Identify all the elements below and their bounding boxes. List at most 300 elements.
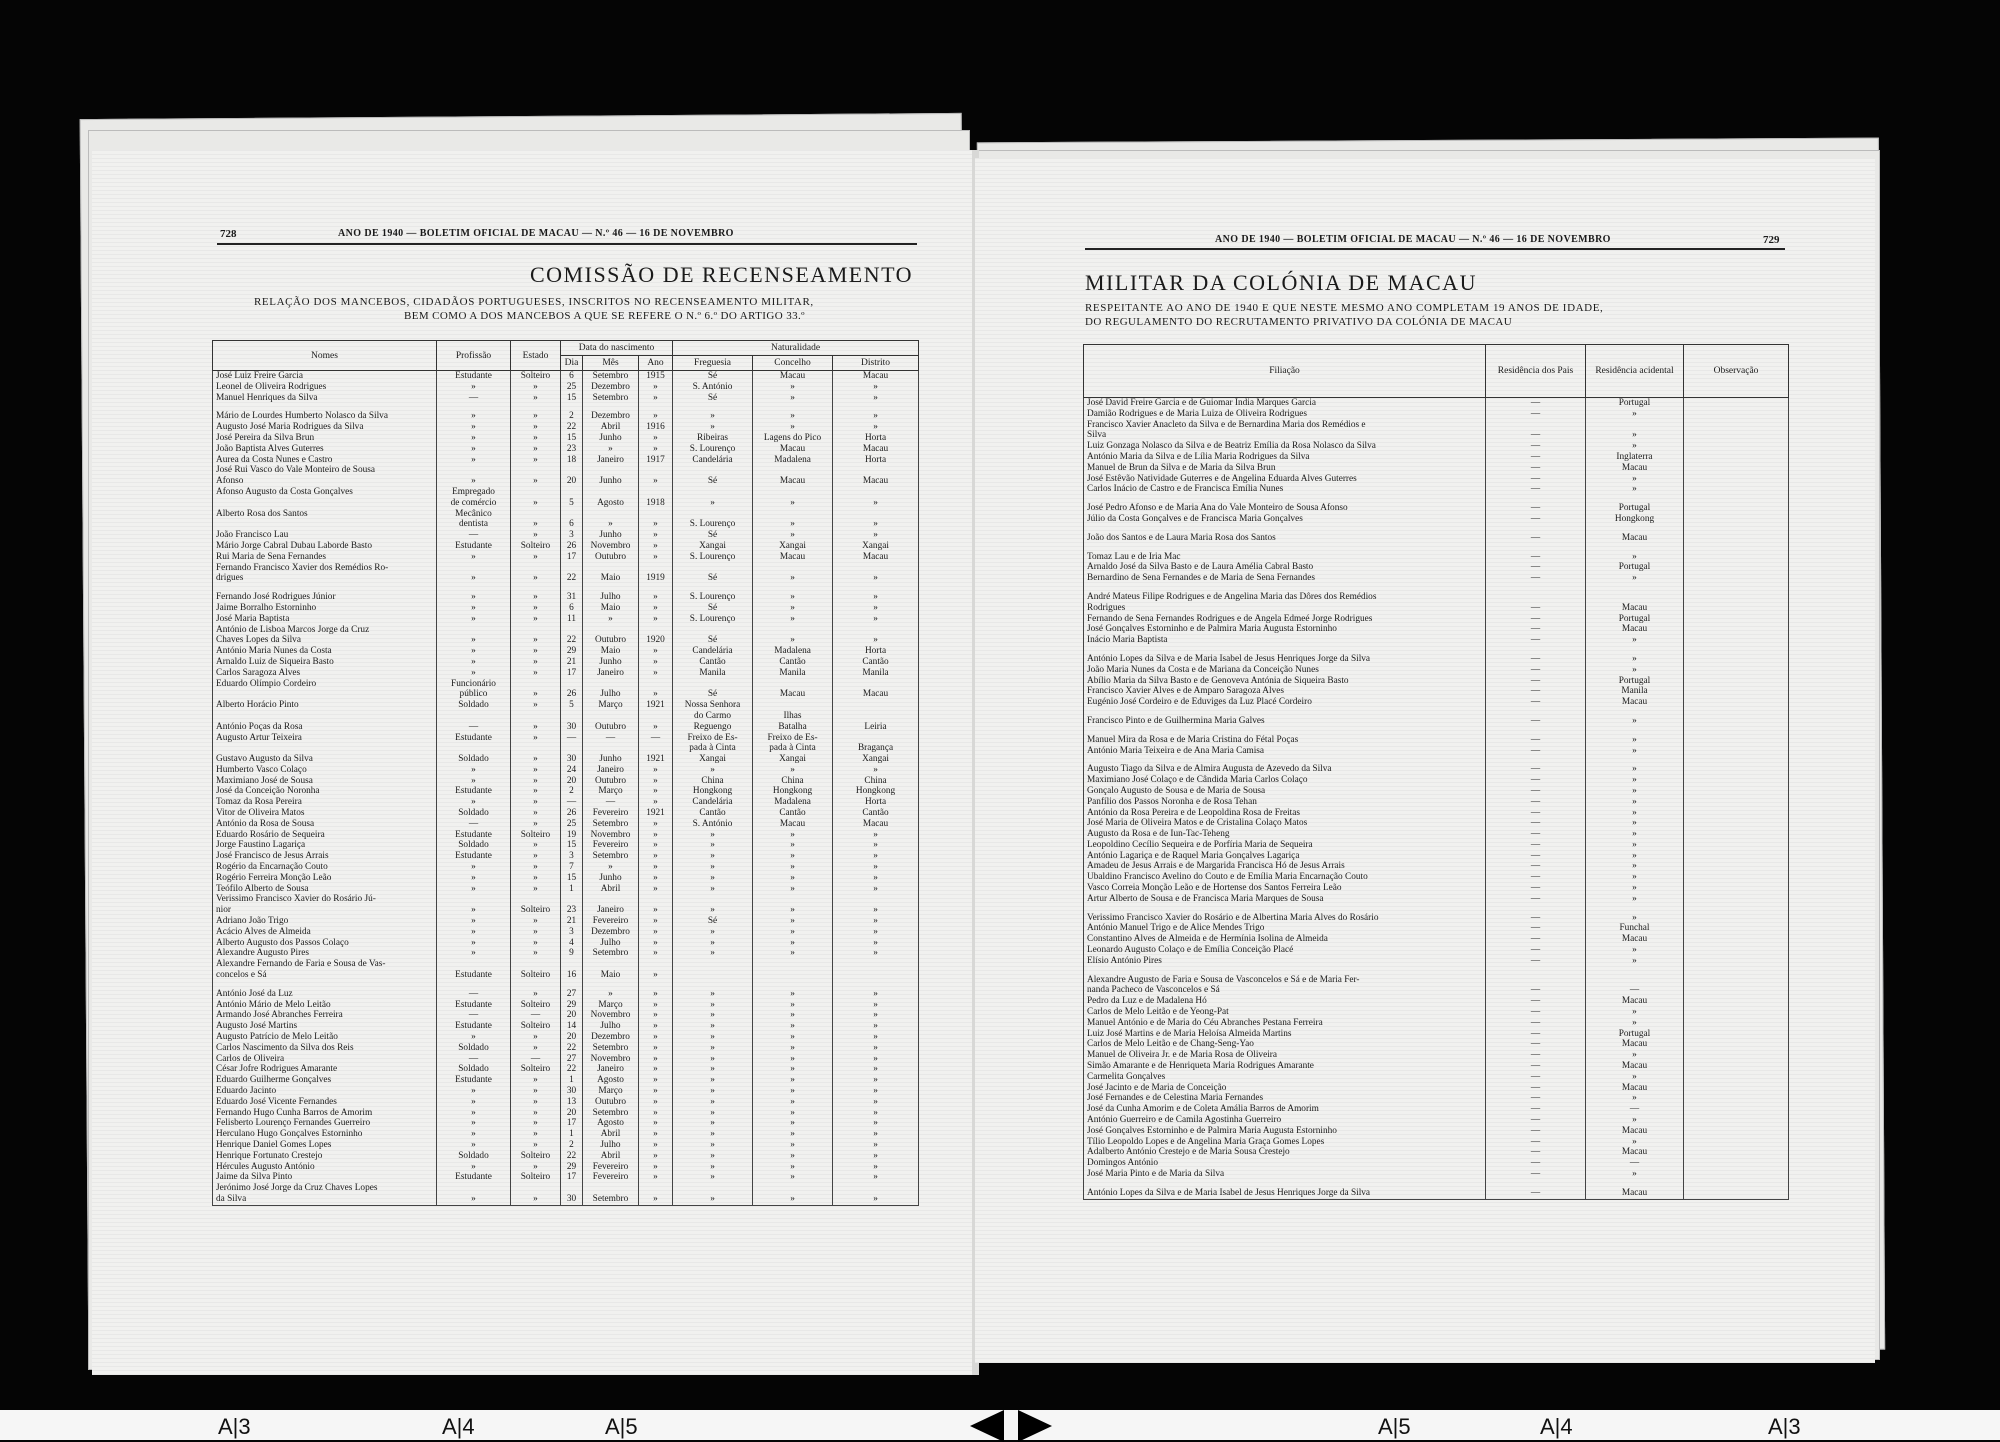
table-cell [1684,592,1789,603]
table-row [1084,552,1789,563]
table-cell [673,625,753,636]
col-header-estado: Estado [511,341,561,371]
table-row [213,541,919,552]
table-cell: » [1586,1050,1684,1061]
table-row [213,711,919,722]
table-cell: Manuel Henriques da Silva [213,393,437,404]
table-row [213,1054,919,1065]
table-cell: — [1486,1115,1586,1126]
table-cell: Soldado [437,840,511,851]
table-cell: Madalena [753,646,833,657]
table-cell [1684,727,1789,735]
table-cell: » [1586,1115,1684,1126]
table-cell: Solteiro [511,1021,561,1032]
table-cell: » [833,1194,919,1205]
table-cell: » [639,1032,673,1043]
table-row [1084,1018,1789,1029]
table-cell: António Lopes da Silva e de Maria Isabel de Jesus Henriques Jorge da Silva [1084,1188,1486,1199]
table-cell [833,959,919,970]
table-cell: Maio [583,646,639,657]
table-cell: — [561,733,583,744]
film-arrow-right-icon [1018,1410,1052,1442]
page-title-left: COMISSÃO DE RECENSEAMENTO [530,262,914,287]
table-cell [1486,905,1586,913]
table-cell: José Pedro Afonso e de Maria Ana do Vale Monteiro de Sousa Afonso [1084,503,1486,514]
film-marker-3: A|5 [605,1414,638,1439]
table-cell [561,487,583,498]
table-cell: » [753,862,833,873]
table-cell [1684,1072,1789,1083]
table-cell: » [511,862,561,873]
table-cell: » [833,884,919,895]
table-cell: Janeiro [583,905,639,916]
table-cell: Maio [583,603,639,614]
table-cell: Setembro [583,819,639,830]
table-cell: Agosto [583,498,639,509]
table-cell: Junho [583,754,639,765]
table-cell: André Mateus Filipe Rodrigues e de Angelina Maria das Dôres dos Remédios [1084,592,1486,603]
table-row [213,830,919,841]
table-cell [753,465,833,476]
table-cell: 20 [561,476,583,487]
table-cell [753,981,833,989]
table-cell: 1 [561,1129,583,1140]
table-cell: » [833,1043,919,1054]
table-cell: Macau [1586,1188,1684,1199]
table-cell: » [1586,1169,1684,1180]
table-cell: » [639,873,673,884]
table-cell: Tomaz da Rosa Pereira [213,797,437,808]
table-cell: » [511,1097,561,1108]
table-cell: Cantão [753,657,833,668]
table-cell: — [1486,441,1586,452]
table-cell: » [1586,829,1684,840]
table-row [213,668,919,679]
table-cell: Inácio Maria Baptista [1084,635,1486,646]
table-row [1084,398,1789,409]
table-cell: Damião Rodrigues e de Maria Luiza de Oliveira Rodrigues [1084,409,1486,420]
table-cell: » [753,1140,833,1151]
table-cell: » [639,444,673,455]
table-row [1084,646,1789,654]
table-cell: Carlos Inácio de Castro e de Francisca Emília Nunes [1084,484,1486,495]
table-cell: » [753,1075,833,1086]
table-cell [1684,1180,1789,1188]
table-cell: António de Lisboa Marcos Jorge da Cruz [213,625,437,636]
table-cell [1684,894,1789,905]
table-cell [673,487,753,498]
left-page [92,150,972,1375]
table-cell: » [437,1129,511,1140]
table-cell: José David Freire Garcia e de Guiomar Índia Marques Garcia [1084,398,1486,409]
running-head-right: ANO DE 1940 — BOLETIM OFICIAL DE MACAU — N.º 46 — 16 DE NOVEMBRO [1215,234,1611,245]
table-row [1084,727,1789,735]
table-cell: » [753,1097,833,1108]
table-cell [1684,975,1789,986]
table-cell: 3 [561,530,583,541]
table-cell [1084,905,1486,913]
table-cell: » [639,851,673,862]
table-cell [1684,1115,1789,1126]
film-arrow-left-icon [970,1410,1004,1442]
table-cell [753,563,833,574]
table-cell: » [583,989,639,1000]
table-cell: Dezembro [583,1032,639,1043]
table-cell: » [639,797,673,808]
table-cell: » [673,1086,753,1097]
table-cell: » [833,938,919,949]
table-cell: Xangai [833,541,919,552]
table-cell: » [437,552,511,563]
table-cell: — [1486,665,1586,676]
table-cell: Julho [583,1021,639,1032]
table-row [213,754,919,765]
table-cell: » [833,830,919,841]
table-cell: » [1586,635,1684,646]
table-cell: — [1486,484,1586,495]
table-row [1084,923,1789,934]
table-cell: » [833,1140,919,1151]
table-cell: » [437,476,511,487]
table-cell: » [437,614,511,625]
table-cell [1684,1104,1789,1115]
table-row [1084,474,1789,485]
table-cell: China [833,776,919,787]
table-cell [1684,735,1789,746]
table-cell: Novembro [583,1010,639,1021]
table-cell: António José da Luz [213,989,437,1000]
table-cell: — [1486,614,1586,625]
table-row [1084,840,1789,851]
table-cell: » [437,668,511,679]
table-cell: S. Lourenço [673,444,753,455]
table-cell: da Silva [213,1194,437,1205]
table-cell: Portugal [1586,676,1684,687]
table-cell: » [583,519,639,530]
table-cell [833,403,919,411]
table-row [213,1140,919,1151]
table-cell [753,679,833,690]
table-cell [583,981,639,989]
table-cell [1684,573,1789,584]
table-cell [1684,1050,1789,1061]
table-cell: » [673,1140,753,1151]
page-number-left: 728 [220,228,237,240]
table-cell: » [833,498,919,509]
table-cell: » [833,614,919,625]
table-cell: » [639,970,673,981]
table-cell [583,1183,639,1194]
table-cell: 27 [561,1054,583,1065]
table-cell: 1915 [639,371,673,382]
table-cell [561,1183,583,1194]
table-cell: Manuel de Brun da Silva e de Maria da Silva Brun [1084,463,1486,474]
table-row [213,862,919,873]
table-cell: Augusto Patrício de Melo Leitão [213,1032,437,1043]
table-row [1084,635,1789,646]
table-cell: » [639,884,673,895]
table-row [213,1032,919,1043]
table-cell: Arnaldo Luiz de Siqueira Basto [213,657,437,668]
table-cell: Novembro [583,830,639,841]
table-cell: Fernando Francisco Xavier dos Remédios Ro- [213,563,437,574]
table-cell: » [639,1194,673,1205]
table-cell: » [1586,665,1684,676]
table-cell: Batalha [753,722,833,733]
table-cell: » [639,614,673,625]
table-row [1084,409,1789,420]
table-row [1084,975,1789,986]
table-cell [561,403,583,411]
table-cell [1586,905,1684,913]
table-cell: Soldado [437,1064,511,1075]
table-cell: Março [583,1086,639,1097]
table-cell: Estudante [437,1075,511,1086]
table-cell: Fernando José Rodrigues Júnior [213,592,437,603]
table-cell: Abril [583,422,639,433]
table-cell: » [833,1097,919,1108]
table-cell [1084,967,1486,975]
table-cell: » [437,938,511,949]
table-cell: 1917 [639,455,673,466]
table-cell: » [639,603,673,614]
table-cell: » [639,840,673,851]
table-cell: Xangai [673,754,753,765]
table-row [213,905,919,916]
table-cell: » [639,1010,673,1021]
table-cell: Adalberto António Crestejo e de Maria Sousa Crestejo [1084,1147,1486,1158]
table-row [1084,786,1789,797]
table-cell: Gustavo Augusto da Silva [213,754,437,765]
table-cell: » [437,1032,511,1043]
table-cell: » [437,1118,511,1129]
table-cell: — [1486,1158,1586,1169]
table-cell: 29 [561,1000,583,1011]
table-cell [833,584,919,592]
table-cell: — [1486,1018,1586,1029]
table-cell: Rogério Ferreira Monção Leão [213,873,437,884]
table-cell: Constantino Alves de Almeida e de Hermínia Isolina de Almeida [1084,934,1486,945]
table-cell [437,981,511,989]
table-row [213,1010,919,1021]
table-cell [561,981,583,989]
table-cell [1684,746,1789,757]
table-row [213,1000,919,1011]
table-cell: » [639,476,673,487]
table-cell: » [753,1108,833,1119]
table-row [213,465,919,476]
table-cell: — [1486,697,1586,708]
table-cell: — [1486,430,1586,441]
table-cell: » [639,776,673,787]
table-cell: Solteiro [511,1000,561,1011]
table-cell: 6 [561,603,583,614]
table-cell: Junho [583,657,639,668]
table-cell: » [753,382,833,393]
table-cell: 21 [561,916,583,927]
table-cell [511,959,561,970]
header-rule-left [217,243,917,245]
table-cell [511,711,561,722]
table-row [213,786,919,797]
table-row [1084,1093,1789,1104]
table-cell: Carlos Nascimento da Silva dos Reis [213,1043,437,1054]
table-row [1084,945,1789,956]
table-cell: » [639,657,673,668]
table-cell: » [833,873,919,884]
table-cell [511,563,561,574]
page-title-right: MILITAR DA COLÓNIA DE MACAU [1085,270,1477,295]
table-cell: » [833,1129,919,1140]
table-row [1084,441,1789,452]
table-row [1084,894,1789,905]
table-cell: » [833,603,919,614]
table-cell: » [639,916,673,927]
table-cell: » [511,573,561,584]
table-cell [437,711,511,722]
table-cell [1684,514,1789,525]
table-cell: João Francisco Lau [213,530,437,541]
table-cell: Macau [753,444,833,455]
table-cell: » [437,635,511,646]
table-cell: » [511,433,561,444]
table-row [1084,624,1789,635]
table-cell: » [1586,883,1684,894]
table-cell: » [673,862,753,873]
table-cell: — [1486,872,1586,883]
table-cell [561,711,583,722]
table-cell: Jaime Borralho Estorninho [213,603,437,614]
table-cell: Macau [753,371,833,382]
table-cell: » [639,1172,673,1183]
table-row [1084,861,1789,872]
table-cell: » [673,1194,753,1205]
table-row [1084,1039,1789,1050]
table-cell: 21 [561,657,583,668]
table-cell: — [1486,398,1586,409]
table-row [1084,1104,1789,1115]
subtitle-left-1: RELAÇÃO DOS MANCEBOS, CIDADÃOS PORTUGUESES, INSCRITOS NO RECENSEAMENTO MILITAR, [254,296,814,308]
table-cell: — [1486,913,1586,924]
table-cell: Novembro [583,1054,639,1065]
col-header-filiacao: Filiação [1084,345,1486,398]
table-cell: 22 [561,1064,583,1075]
table-cell: » [753,635,833,646]
table-cell: 26 [561,689,583,700]
table-cell: » [833,1075,919,1086]
table-cell: de comércio [437,498,511,509]
table-cell: » [833,411,919,422]
table-row [1084,463,1789,474]
table-cell: » [753,1151,833,1162]
table-cell: » [437,382,511,393]
table-cell: Xangai [833,754,919,765]
table-cell: Pedro da Luz e de Madalena Hó [1084,996,1486,1007]
table-cell: Rogério da Encarnação Couto [213,862,437,873]
table-row [213,1194,919,1205]
table-cell [561,743,583,754]
table-cell [1684,603,1789,614]
table-cell: » [833,862,919,873]
table-cell: José Maria Baptista [213,614,437,625]
col-header-naturalidade: Naturalidade [673,341,919,356]
table-row [1084,654,1789,665]
table-cell [1486,967,1586,975]
table-row [1084,533,1789,544]
table-cell: Cantão [833,657,919,668]
table-cell: Eduardo Jacinto [213,1086,437,1097]
table-cell: Sé [673,603,753,614]
table-cell: — [1486,1072,1586,1083]
table-cell: » [437,433,511,444]
table-row [213,894,919,905]
table-cell: » [511,989,561,1000]
table-cell: » [437,776,511,787]
col-header-residencia-pais: Residência dos Pais [1486,345,1586,398]
table-cell [1684,614,1789,625]
table-cell: José Luiz Freire Garcia [213,371,437,382]
table-cell: — [583,733,639,744]
table-cell: Estudante [437,1172,511,1183]
table-cell: Solteiro [511,905,561,916]
table-cell: » [673,411,753,422]
table-cell [437,894,511,905]
table-cell: — [1486,818,1586,829]
table-cell: Macau [753,476,833,487]
table-cell: » [1586,913,1684,924]
table-cell: José Maria Pinto e de Maria da Silva [1084,1169,1486,1180]
table-row [1084,573,1789,584]
table-cell: » [583,444,639,455]
table-cell: S. António [673,819,753,830]
table-cell [1684,398,1789,409]
table-cell: Cantão [753,808,833,819]
table-cell: 17 [561,668,583,679]
table-cell: Francisco Pinto e de Guilhermina Maria Galves [1084,716,1486,727]
table-cell [833,487,919,498]
table-cell [1684,967,1789,975]
table-cell [213,743,437,754]
table-cell: » [437,1097,511,1108]
table-cell: » [511,635,561,646]
table-cell [639,981,673,989]
table-row [213,873,919,884]
table-cell [1486,525,1586,533]
table-cell: Soldado [437,1043,511,1054]
table-cell: — [1486,562,1586,573]
table-cell: » [639,927,673,938]
table-cell [213,689,437,700]
table-cell: » [673,948,753,959]
table-row [213,444,919,455]
table-cell: » [511,1140,561,1151]
table-cell: » [673,1162,753,1173]
table-cell: » [511,819,561,830]
census-rows-left [213,371,919,1206]
table-row [1084,808,1789,819]
table-cell [1684,818,1789,829]
table-cell [1684,452,1789,463]
table-cell: » [511,722,561,733]
table-row [1084,851,1789,862]
table-cell: — [1486,861,1586,872]
table-row [1084,697,1789,708]
table-cell: — [1486,654,1586,665]
table-cell: Junho [583,873,639,884]
table-cell: Macau [1586,1083,1684,1094]
table-cell: 13 [561,1097,583,1108]
table-cell: — [583,797,639,808]
